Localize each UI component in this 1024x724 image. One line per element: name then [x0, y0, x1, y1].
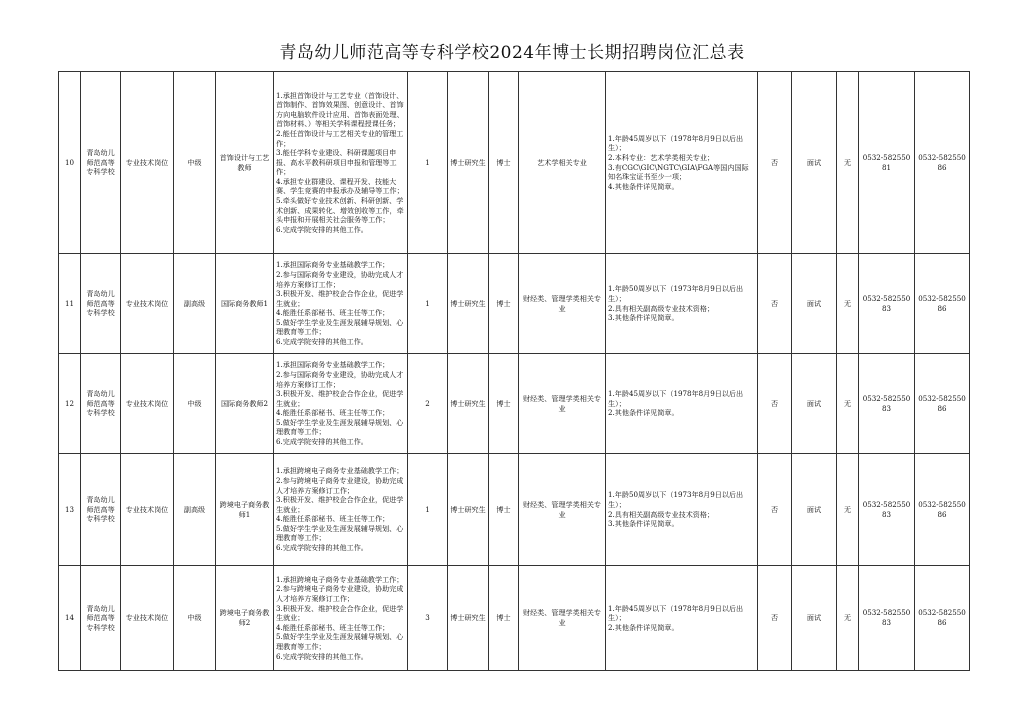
table-row: [59, 72, 970, 254]
requirements: [606, 254, 758, 354]
duty-line: 1.承担首饰设计与工艺专业（首饰设计、首饰制作、首饰效果图、创意设计、首饰方向电脑软件设计应用、首饰表面处理、首饰材料、）等相关学科课程授课任务；: [276, 90, 404, 129]
post-name: 国际商务教师2: [216, 354, 274, 454]
hiring-unit: 青岛幼儿师范高等专科学校: [81, 72, 121, 254]
hire-count: 3: [408, 566, 448, 671]
extra-flag: 否: [758, 354, 792, 454]
post-name: 跨境电子商务教师1: [216, 454, 274, 566]
duty-line: 6.完成学院安排的其他工作。: [276, 337, 368, 347]
row-number: 13: [59, 454, 81, 566]
phone-1: 0532-58255083: [859, 566, 915, 671]
requirement-line: 1.年龄45周岁以下（1978年8月9日以后出生）；: [608, 133, 744, 153]
post-level: 副高级: [174, 254, 216, 354]
job-duties: [274, 454, 408, 566]
post-category: 专业技术岗位: [121, 354, 174, 454]
requirement-line: 2.具有相关副高级专业技术资格；: [608, 303, 715, 313]
job-duties: [274, 254, 408, 354]
phone-2: 0532-58255086: [915, 72, 970, 254]
duty-line: 6.完成学院安排的其他工作。: [276, 651, 368, 661]
note: 无: [837, 566, 859, 671]
row-number: 10: [59, 72, 81, 254]
post-category: 专业技术岗位: [121, 254, 174, 354]
table-row: [59, 254, 970, 354]
requirement-line: 3.其他条件详见简章。: [608, 313, 679, 323]
phone-2: 0532-58255086: [915, 354, 970, 454]
exam-method: 面试: [792, 454, 837, 566]
page-title: 青岛幼儿师范高等专科学校2024年博士长期招聘岗位汇总表: [279, 43, 745, 63]
duty-line: 2.参与跨境电子商务专业建设，协助完成人才培养方案修订工作；: [276, 475, 404, 495]
recruitment-table: [58, 71, 970, 671]
table-row: [59, 354, 970, 454]
duty-line: 6.完成学院安排的其他工作。: [276, 224, 368, 234]
note: 无: [837, 254, 859, 354]
degree: 博士: [489, 454, 519, 566]
major: 艺术学相关专业: [519, 72, 606, 254]
requirement-line: 3.有CGC\GIC\NGTC\GIA\FGA等国内国际知名珠宝证书至少一项；: [608, 162, 749, 182]
hire-count: 1: [408, 454, 448, 566]
phone-1: 0532-58255083: [859, 254, 915, 354]
duty-line: 4.承担专业群建设、课程开发、技能大赛、学生竞赛的申报承办及辅导等工作；: [276, 176, 404, 196]
duty-line: 2.参与国际商务专业建设，协助完成人才培养方案修订工作；: [276, 269, 404, 289]
post-name: 首饰设计与工艺教师: [216, 72, 274, 254]
exam-method: 面试: [792, 72, 837, 254]
duty-line: 6.完成学院安排的其他工作。: [276, 543, 368, 553]
hiring-unit: 青岛幼儿师范高等专科学校: [81, 354, 121, 454]
duty-line: 3.积极开发、维护校企合作企业，促进学生就业；: [276, 495, 404, 514]
exam-method: 面试: [792, 354, 837, 454]
phone-2: 0532-58255086: [915, 566, 970, 671]
duty-line: 5.做好学生学业及生涯发展辅导规划、心理教育等工作；: [276, 417, 404, 437]
duty-line: 3.积极开发、维护校企合作企业，促进学生就业；: [276, 603, 404, 623]
hiring-unit: 青岛幼儿师范高等专科学校: [81, 454, 121, 566]
note: 无: [837, 454, 859, 566]
job-duties: [274, 566, 408, 671]
education: 博士研究生: [448, 254, 489, 354]
post-category: 专业技术岗位: [121, 566, 174, 671]
hiring-unit: 青岛幼儿师范高等专科学校: [81, 566, 121, 671]
table-row: [59, 566, 970, 671]
requirement-line: 2.本科专业：艺术学类相关专业；: [608, 152, 715, 162]
post-category: 专业技术岗位: [121, 454, 174, 566]
duty-line: 5.牵头做好专业技术创新、科研创新、学术创新、成果转化、增效创收等工作，牵头申报和开展相关社会服务等工作；: [276, 196, 404, 225]
hire-count: 1: [408, 72, 448, 254]
requirement-line: 1.年龄45周岁以下（1978年8月9日以后出生）；: [608, 603, 744, 623]
major: 财经类、管理学类相关专业: [519, 566, 606, 671]
requirements: [606, 454, 758, 566]
exam-method: 面试: [792, 254, 837, 354]
education: 博士研究生: [448, 566, 489, 671]
duty-line: 4.能胜任系部秘书、班主任等工作；: [276, 408, 390, 418]
duty-line: 1.承担跨境电子商务专业基础教学工作；: [276, 466, 404, 476]
extra-flag: 否: [758, 454, 792, 566]
duty-line: 1.承担跨境电子商务专业基础教学工作；: [276, 574, 404, 584]
requirements: [606, 354, 758, 454]
duty-line: 4.能胜任系部秘书、班主任等工作；: [276, 308, 390, 318]
hire-count: 2: [408, 354, 448, 454]
row-number: 14: [59, 566, 81, 671]
requirement-line: 1.年龄50周岁以下（1973年8月9日以后出生）；: [608, 490, 744, 509]
major: 财经类、管理学类相关专业: [519, 254, 606, 354]
note: 无: [837, 354, 859, 454]
duty-line: 5.做好学生学业及生涯发展辅导规划、心理教育等工作；: [276, 523, 404, 543]
post-level: 中级: [174, 72, 216, 254]
row-number: 11: [59, 254, 81, 354]
requirement-line: 3.其他条件详见简章。: [608, 519, 679, 529]
phone-2: 0532-58255086: [915, 454, 970, 566]
duty-line: 2.参与跨境电子商务专业建设，协助完成人才培养方案修订工作；: [276, 584, 404, 604]
phone-1: 0532-58255083: [859, 454, 915, 566]
duty-line: 1.承担国际商务专业基础教学工作；: [276, 360, 390, 370]
row-number: 12: [59, 354, 81, 454]
requirement-line: 1.年龄50周岁以下（1973年8月9日以后出生）；: [608, 284, 744, 303]
hiring-unit: 青岛幼儿师范高等专科学校: [81, 254, 121, 354]
duty-line: 3.积极开发、维护校企合作企业，促进学生就业；: [276, 389, 404, 408]
note: 无: [837, 72, 859, 254]
duty-line: 6.完成学院安排的其他工作。: [276, 437, 368, 447]
requirements: [606, 566, 758, 671]
phone-1: 0532-58255083: [859, 354, 915, 454]
duty-line: 2.能任首饰设计与工艺相关专业的管理工作；: [276, 128, 404, 148]
requirements: [606, 72, 758, 254]
major: 财经类、管理学类相关专业: [519, 354, 606, 454]
duty-line: 1.承担国际商务专业基础教学工作；: [276, 260, 390, 270]
degree: 博士: [489, 72, 519, 254]
hire-count: 1: [408, 254, 448, 354]
requirement-line: 2.其他条件详见简章。: [608, 408, 679, 418]
duty-line: 2.参与国际商务专业建设，协助完成人才培养方案修订工作；: [276, 369, 404, 389]
degree: 博士: [489, 566, 519, 671]
education: 博士研究生: [448, 354, 489, 454]
duty-line: 4.能胜任系部秘书、班主任等工作；: [276, 622, 390, 632]
extra-flag: 否: [758, 254, 792, 354]
job-duties: [274, 354, 408, 454]
job-duties: [274, 72, 408, 254]
post-category: 专业技术岗位: [121, 72, 174, 254]
post-name: 国际商务教师1: [216, 254, 274, 354]
education: 博士研究生: [448, 72, 489, 254]
post-level: 副高级: [174, 454, 216, 566]
extra-flag: 否: [758, 72, 792, 254]
phone-2: 0532-58255086: [915, 254, 970, 354]
duty-line: 5.做好学生学业及生涯发展辅导规划、心理教育等工作；: [276, 317, 404, 337]
table-row: [59, 454, 970, 566]
education: 博士研究生: [448, 454, 489, 566]
requirement-line: 2.具有相关副高级专业技术资格；: [608, 509, 715, 519]
duty-line: 5.做好学生学业及生涯发展辅导规划、心理教育等工作；: [276, 632, 404, 651]
post-name: 跨境电子商务教师2: [216, 566, 274, 671]
requirement-line: 1.年龄45周岁以下（1978年8月9日以后出生）；: [608, 389, 744, 408]
requirement-line: 2.其他条件详见简章。: [608, 622, 679, 632]
duty-line: 3.积极开发、维护校企合作企业，促进学生就业；: [276, 289, 404, 308]
duty-line: 4.能胜任系部秘书、班主任等工作；: [276, 514, 390, 524]
exam-method: 面试: [792, 566, 837, 671]
degree: 博士: [489, 254, 519, 354]
post-level: 中级: [174, 354, 216, 454]
requirement-line: 4.其他条件详见简章。: [608, 181, 679, 191]
phone-1: 0532-58255081: [859, 72, 915, 254]
duty-line: 3.能任学科专业建设、科研课题项目申报、高水平教科研项目申报和管理等工作；: [276, 148, 397, 177]
major: 财经类、管理学类相关专业: [519, 454, 606, 566]
extra-flag: 否: [758, 566, 792, 671]
post-level: 中级: [174, 566, 216, 671]
degree: 博士: [489, 354, 519, 454]
